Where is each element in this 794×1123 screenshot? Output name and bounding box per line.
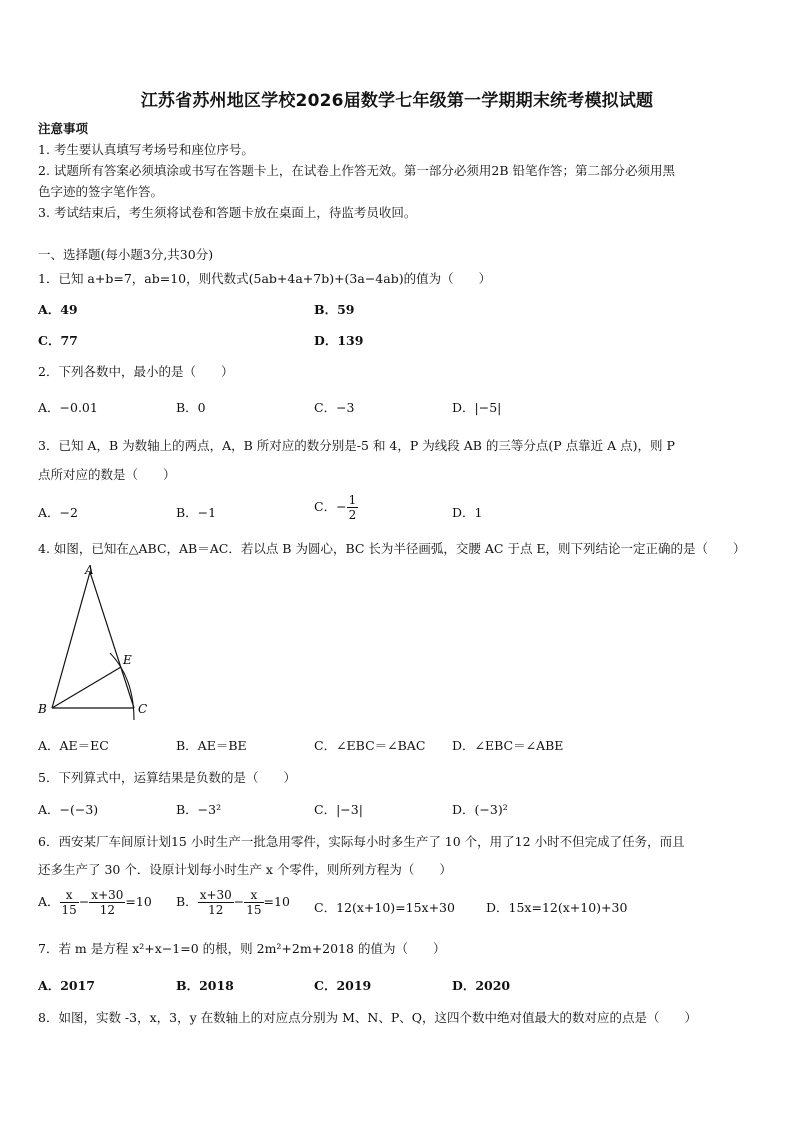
q6-option-a-label: A． <box>38 894 60 909</box>
q1-option-d[interactable]: D．139 <box>314 333 364 348</box>
q7-option-c[interactable]: C．2019 <box>314 978 372 993</box>
fraction-numerator: x <box>60 888 79 903</box>
q7-option-a[interactable]: A．2017 <box>38 978 95 993</box>
label-c: C <box>138 702 148 716</box>
q2-option-d[interactable]: D．|−5| <box>452 400 502 415</box>
q3-option-b[interactable]: B．−1 <box>176 505 217 520</box>
fraction <box>89 888 125 917</box>
label-e: E <box>123 653 132 667</box>
fraction-numerator: 1 <box>348 493 357 507</box>
section-heading: 一、选择题(每小题3分,共30分) <box>38 247 214 262</box>
q6-option-b[interactable]: B． $\frac{x+30}{12}$ − $\frac{x}{15}$ =10 <box>176 888 290 917</box>
fraction-numerator: x+30 <box>91 888 124 902</box>
q3-fraction <box>347 493 359 522</box>
notice-item: 1. 考生要认真填写考场号和座位序号。 <box>38 142 254 157</box>
triangle-figure <box>30 560 160 730</box>
fraction-denominator: 15 <box>61 903 77 917</box>
q3-option-a[interactable]: A．−2 <box>38 505 78 520</box>
label-a: A <box>85 563 94 577</box>
fraction <box>198 888 234 917</box>
fraction-numerator: x+30 <box>199 888 232 902</box>
q2-option-b[interactable]: B．0 <box>176 400 206 415</box>
question-3-stem-line1: 3．已知 A，B 为数轴上的两点，A，B 所对应的数分别是-5 和 4，P 为线段 AB 的三等分点(P 点靠近 A 点)，则 P <box>38 438 675 453</box>
q6-option-b-label: B． <box>176 894 198 909</box>
segment-ab <box>52 572 90 708</box>
q3-option-c[interactable] <box>314 493 358 522</box>
fraction <box>60 888 79 917</box>
exam-title: 江苏省苏州地区学校2026届数学七年级第一学期期末统考模拟试题 <box>140 91 654 111</box>
fraction-numerator: x <box>244 888 263 903</box>
notice-item: 3. 考试结束后，考生须将试卷和答题卡放在桌面上，待监考员收回。 <box>38 205 417 220</box>
q5-option-c[interactable]: C．|−3| <box>314 802 363 817</box>
question-3-stem-line2: 点所对应的数是（ ） <box>38 467 176 482</box>
question-7-stem: 7．若 m 是方程 x²+x−1=0 的根，则 2m²+2m+2018 的值为（ ） <box>38 941 446 956</box>
equation-rhs: =10 <box>263 894 290 909</box>
question-6-stem-line2: 还多生产了 30 个．设原计划每小时生产 x 个零件，则所列方程为（ ） <box>38 862 452 877</box>
fraction-denominator: 2 <box>348 508 357 522</box>
q2-option-c[interactable]: C．−3 <box>314 400 355 415</box>
q4-option-c[interactable]: C．∠EBC＝∠BAC <box>314 738 426 753</box>
q7-option-b[interactable]: B．2018 <box>176 978 234 993</box>
q5-option-b[interactable]: B．−3² <box>176 802 222 817</box>
question-2-stem: 2．下列各数中，最小的是（ ） <box>38 364 234 379</box>
fraction <box>244 888 263 917</box>
q4-option-d[interactable]: D．∠EBC＝∠ABE <box>452 738 564 753</box>
notice-item: 色字迹的签字笔作答。 <box>38 184 164 199</box>
question-4-stem: 4. 如图，已知在△ABC，AB＝AC．若以点 B 为圆心，BC 长为半径画弧，交腰 AC 于点 E，则下列结论一定正确的是（ ） <box>38 541 746 556</box>
q6-option-a[interactable]: A． $\frac{x}{15}$ − $\frac{x+30}{12}$ =10 <box>38 888 152 917</box>
fraction-denominator: 12 <box>99 903 115 917</box>
q6-option-c[interactable]: C．12(x+10)=15x+30 <box>314 900 455 915</box>
fraction-denominator: 12 <box>208 903 224 917</box>
q1-option-b[interactable]: B．59 <box>314 302 355 317</box>
q5-option-d[interactable]: D．(−3)² <box>452 802 508 817</box>
q1-option-a[interactable]: A．49 <box>38 302 78 317</box>
q1-option-c[interactable]: C．77 <box>38 333 78 348</box>
question-5-stem: 5．下列算式中，运算结果是负数的是（ ） <box>38 770 296 785</box>
q5-option-a[interactable]: A．−(−3) <box>38 802 99 817</box>
equation-rhs: =10 <box>125 894 152 909</box>
question-8-stem: 8．如图，实数 -3，x，3，y 在数轴上的对应点分别为 M、N、P、Q，这四个数中绝对值最大的数对应的点是（ ） <box>38 1010 698 1025</box>
q4-option-a[interactable]: A．AE＝EC <box>38 738 109 753</box>
q7-option-d[interactable]: D．2020 <box>452 978 511 993</box>
q2-option-a[interactable]: A．−0.01 <box>38 400 98 415</box>
label-b: B <box>38 702 47 716</box>
q6-option-d[interactable]: D．15x=12(x+10)+30 <box>486 900 628 915</box>
notice-item: 2. 试题所有答案必须填涂或书写在答题卡上，在试卷上作答无效。第一部分必须用2B 铅笔作答；第二部分必须用黑 <box>38 163 676 178</box>
q4-option-b[interactable]: B．AE＝BE <box>176 738 247 753</box>
fraction-denominator: 15 <box>246 903 262 917</box>
question-1-stem: 1．已知 a+b=7，ab=10，则代数式(5ab+4a+7b)+(3a−4ab)的值为（ ） <box>38 271 492 286</box>
segment-ac <box>90 572 134 708</box>
q3-option-c-label: C． <box>314 499 337 514</box>
notice-heading: 注意事项 <box>38 121 89 136</box>
q3-minus-sign: − <box>336 499 347 514</box>
q3-option-d[interactable]: D．1 <box>452 505 483 520</box>
question-6-stem-line1: 6．西安某厂车间原计划15 小时生产一批急用零件，实际每小时多生产了 10 个，用了12 小时不但完成了任务，而且 <box>38 834 685 849</box>
